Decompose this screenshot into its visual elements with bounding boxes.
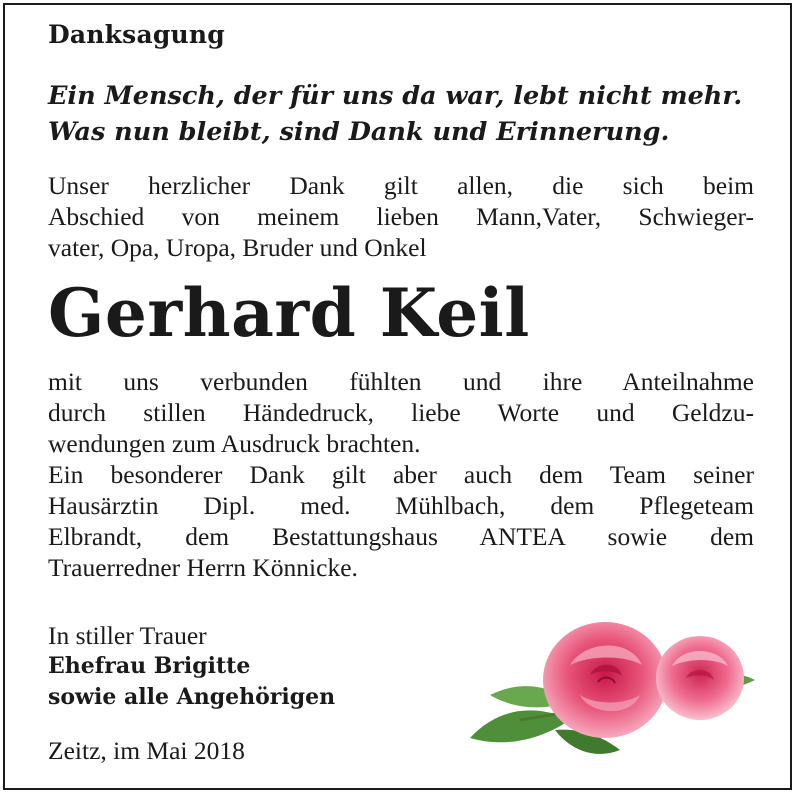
place-date: Zeitz, im Mai 2018 [48, 736, 245, 765]
signature-wife: Ehefrau Brigitte [48, 653, 251, 679]
thanks-line: wendungen zum Ausdruck brachten. [48, 429, 421, 458]
thanks-line: Trauerredner Herrn Könnicke. [48, 553, 358, 582]
notice-heading: Danksagung [48, 20, 225, 49]
signature-mourning: In stiller Trauer [48, 621, 207, 650]
thanks-line: mit uns verbunden fühlten und ihre Anteilnahme [48, 367, 754, 396]
signature-relatives: sowie alle Angehörigen [48, 684, 336, 710]
motto-line: Was nun bleibt, sind Dank und Erinnerung. [48, 117, 670, 147]
intro-line: Unser herzlicher Dank gilt allen, die sich beim [48, 171, 754, 200]
thanks-line: durch stillen Händedruck, liebe Worte und Geldzu- [48, 398, 754, 427]
signature-block [48, 620, 335, 713]
deceased-name: Gerhard Keil [48, 274, 530, 352]
motto [48, 78, 768, 150]
thanks-line: Hausärztin Dipl. med. Mühlbach, dem Pflegeteam [48, 491, 754, 520]
motto-line: Ein Mensch, der für uns da war, lebt nicht mehr. [48, 81, 743, 111]
intro-line: Abschied von meinem lieben Mann,Vater, Schwieger- [48, 202, 754, 231]
intro-paragraph [48, 170, 754, 263]
roses-image [460, 610, 760, 770]
thanks-line: Elbrandt, dem Bestattungshaus ANTEA sowie dem [48, 522, 754, 551]
thanks-line: Ein besonderer Dank gilt aber auch dem Team seiner [48, 460, 754, 489]
thanks-paragraph [48, 366, 754, 583]
intro-line: vater, Opa, Uropa, Bruder und Onkel [48, 233, 427, 262]
